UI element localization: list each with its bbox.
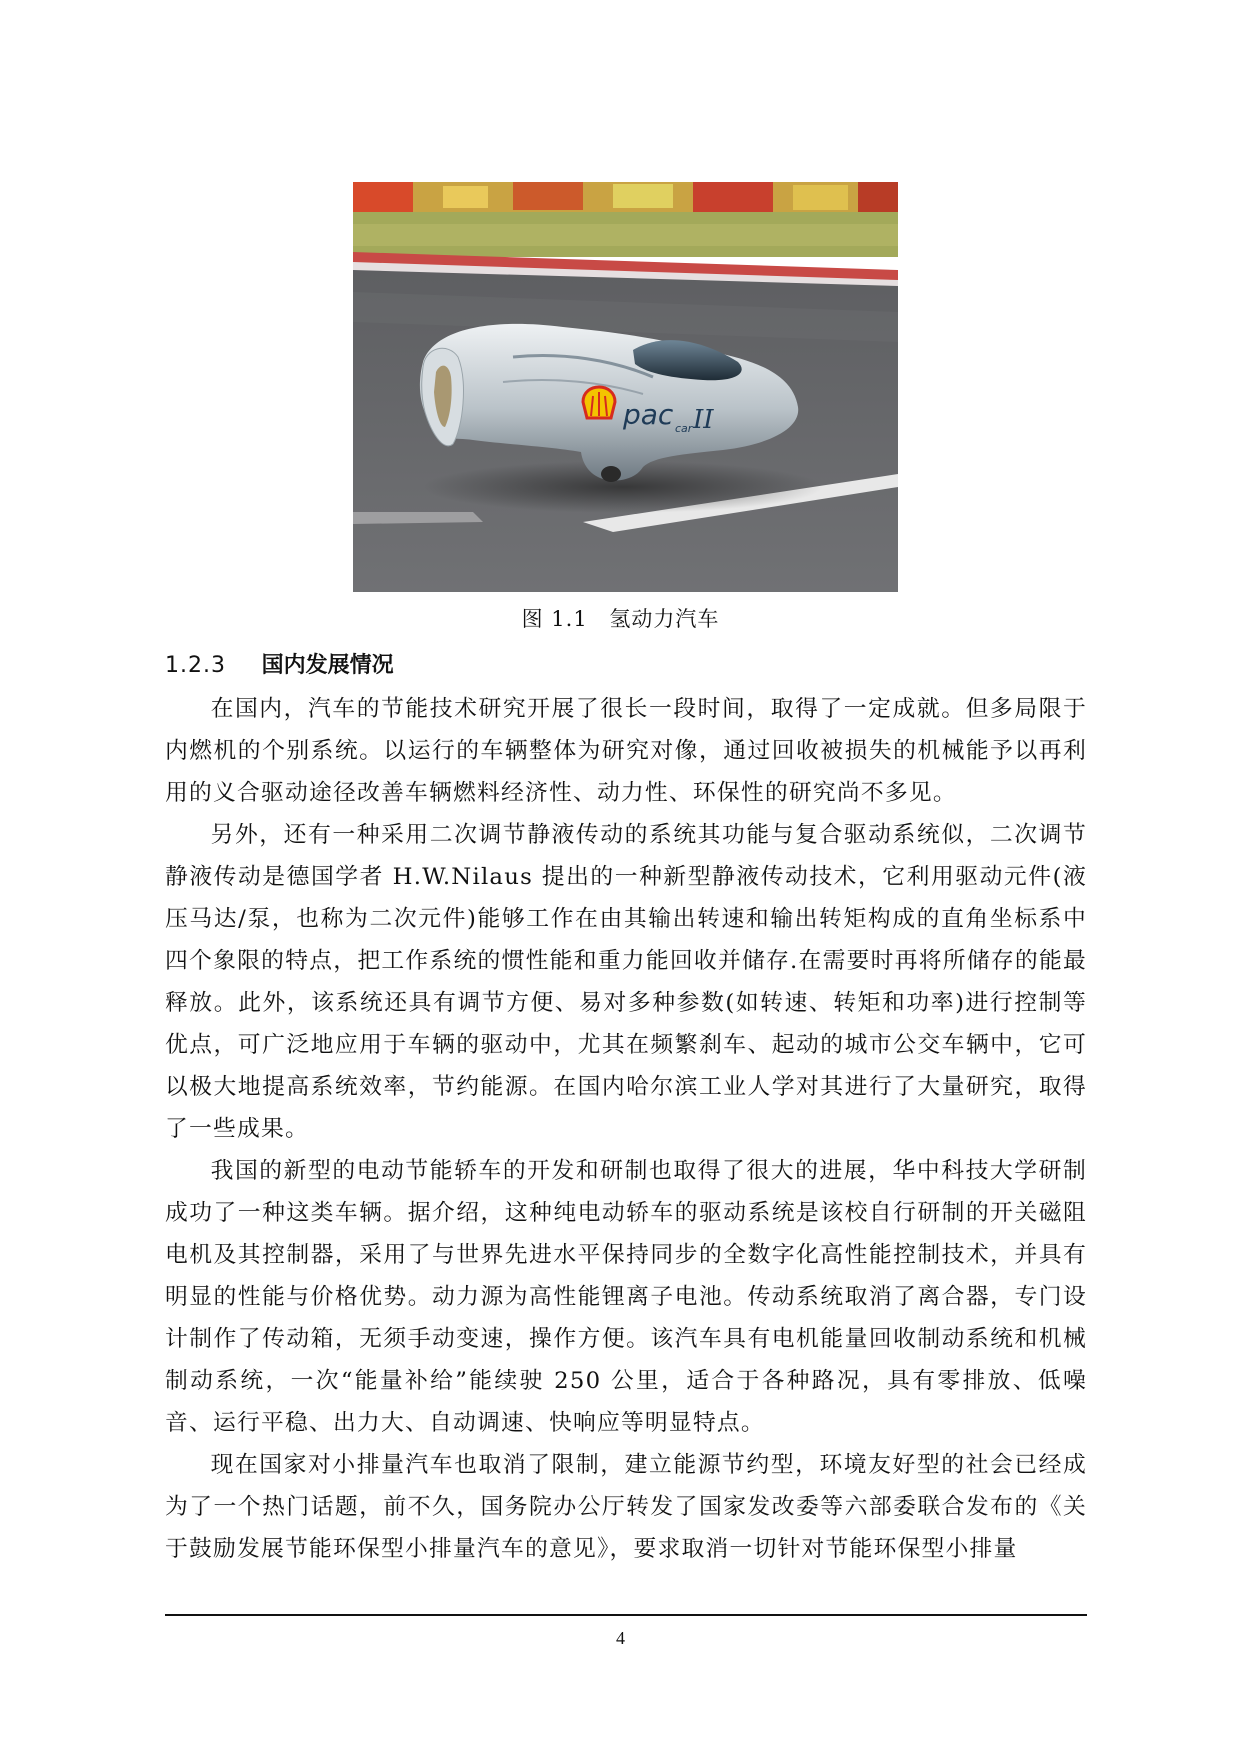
section-title: 国内发展情况 (261, 653, 394, 678)
caption-number: 图 1.1 (521, 607, 588, 631)
body-text (165, 688, 1087, 1570)
page-number: 4 (616, 1628, 625, 1648)
car-logo-sub: car (675, 422, 693, 435)
section-number: 1.2.3 (165, 653, 226, 678)
car-logo-roman: II (693, 405, 714, 435)
figure-caption (0, 603, 1241, 633)
caption-title: 氢动力汽车 (609, 607, 720, 631)
car-logo-text: pac (623, 398, 674, 431)
paragraph: 在国内，汽车的节能技术研究开展了很长一段时间，取得了一定成就。但多局限于内燃机的个别系统。以运行的车辆整体为研究对像，通过回收被损失的机械能予以再利用的义合驱动途径改善车辆燃料经济性、动力性、环保性的研究尚不多见。 (165, 696, 1087, 806)
paragraph: 我国的新型的电动节能轿车的开发和研制也取得了很大的进展，华中科技大学研制成功了一种这类车辆。据介绍，这种纯电动轿车的驱动系统是该校自行研制的开关磁阻电机及其控制器，采用了与世界先进水平保持同步的全数字化高性能控制技术，并具有明显的性能与价格优势。动力源为高性能锂离子电池。传动系统取消了离合器，专门设计制作了传动箱，无须手动变速，操作方便。该汽车具有电机能量回收制动系统和机械制动系统，一次“能量补给”能续驶 250 公里，适合于各种路况，具有零排放、低噪音、运行平稳、出力大、自动调速、快响应等明显特点。 (165, 1158, 1087, 1436)
section-heading (165, 648, 394, 679)
paragraph: 另外，还有一种采用二次调节静液传动的系统其功能与复合驱动系统似，二次调节静液传动是德国学者 H.W.Nilaus 提出的一种新型静液传动技术，它利用驱动元件(液压马达/泵，也称为二次元件)能够工作在由其输出转速和输出转矩构成的直角坐标系中四个象限的特点，把工作系统的惯性能和重力能回收并储存.在需要时再将所储存的能最释放。此外，该系统还具有调节方便、易对多种参数(如转速、转矩和功率)进行控制等优点，可广泛地应用于车辆的驱动中，尤其在频繁刹车、起动的城市公交车辆中，它可以极大地提高系统效率，节约能源。在国内哈尔滨工业人学对其进行了大量研究，取得了一些成果。 (165, 822, 1087, 1142)
shell-logo-icon (583, 387, 615, 418)
footer-rule (165, 1614, 1087, 1616)
figure-hydrogen-car (353, 182, 898, 592)
paragraph: 现在国家对小排量汽车也取消了限制，建立能源节约型，环境友好型的社会已经成为了一个热门话题，前不久，国务院办公厅转发了国家发改委等六部委联合发布的《关于鼓励发展节能环保型小排量汽车的意见》，要求取消一切针对节能环保型小排量 (165, 1452, 1087, 1562)
hydrogen-car-photo (353, 182, 898, 592)
